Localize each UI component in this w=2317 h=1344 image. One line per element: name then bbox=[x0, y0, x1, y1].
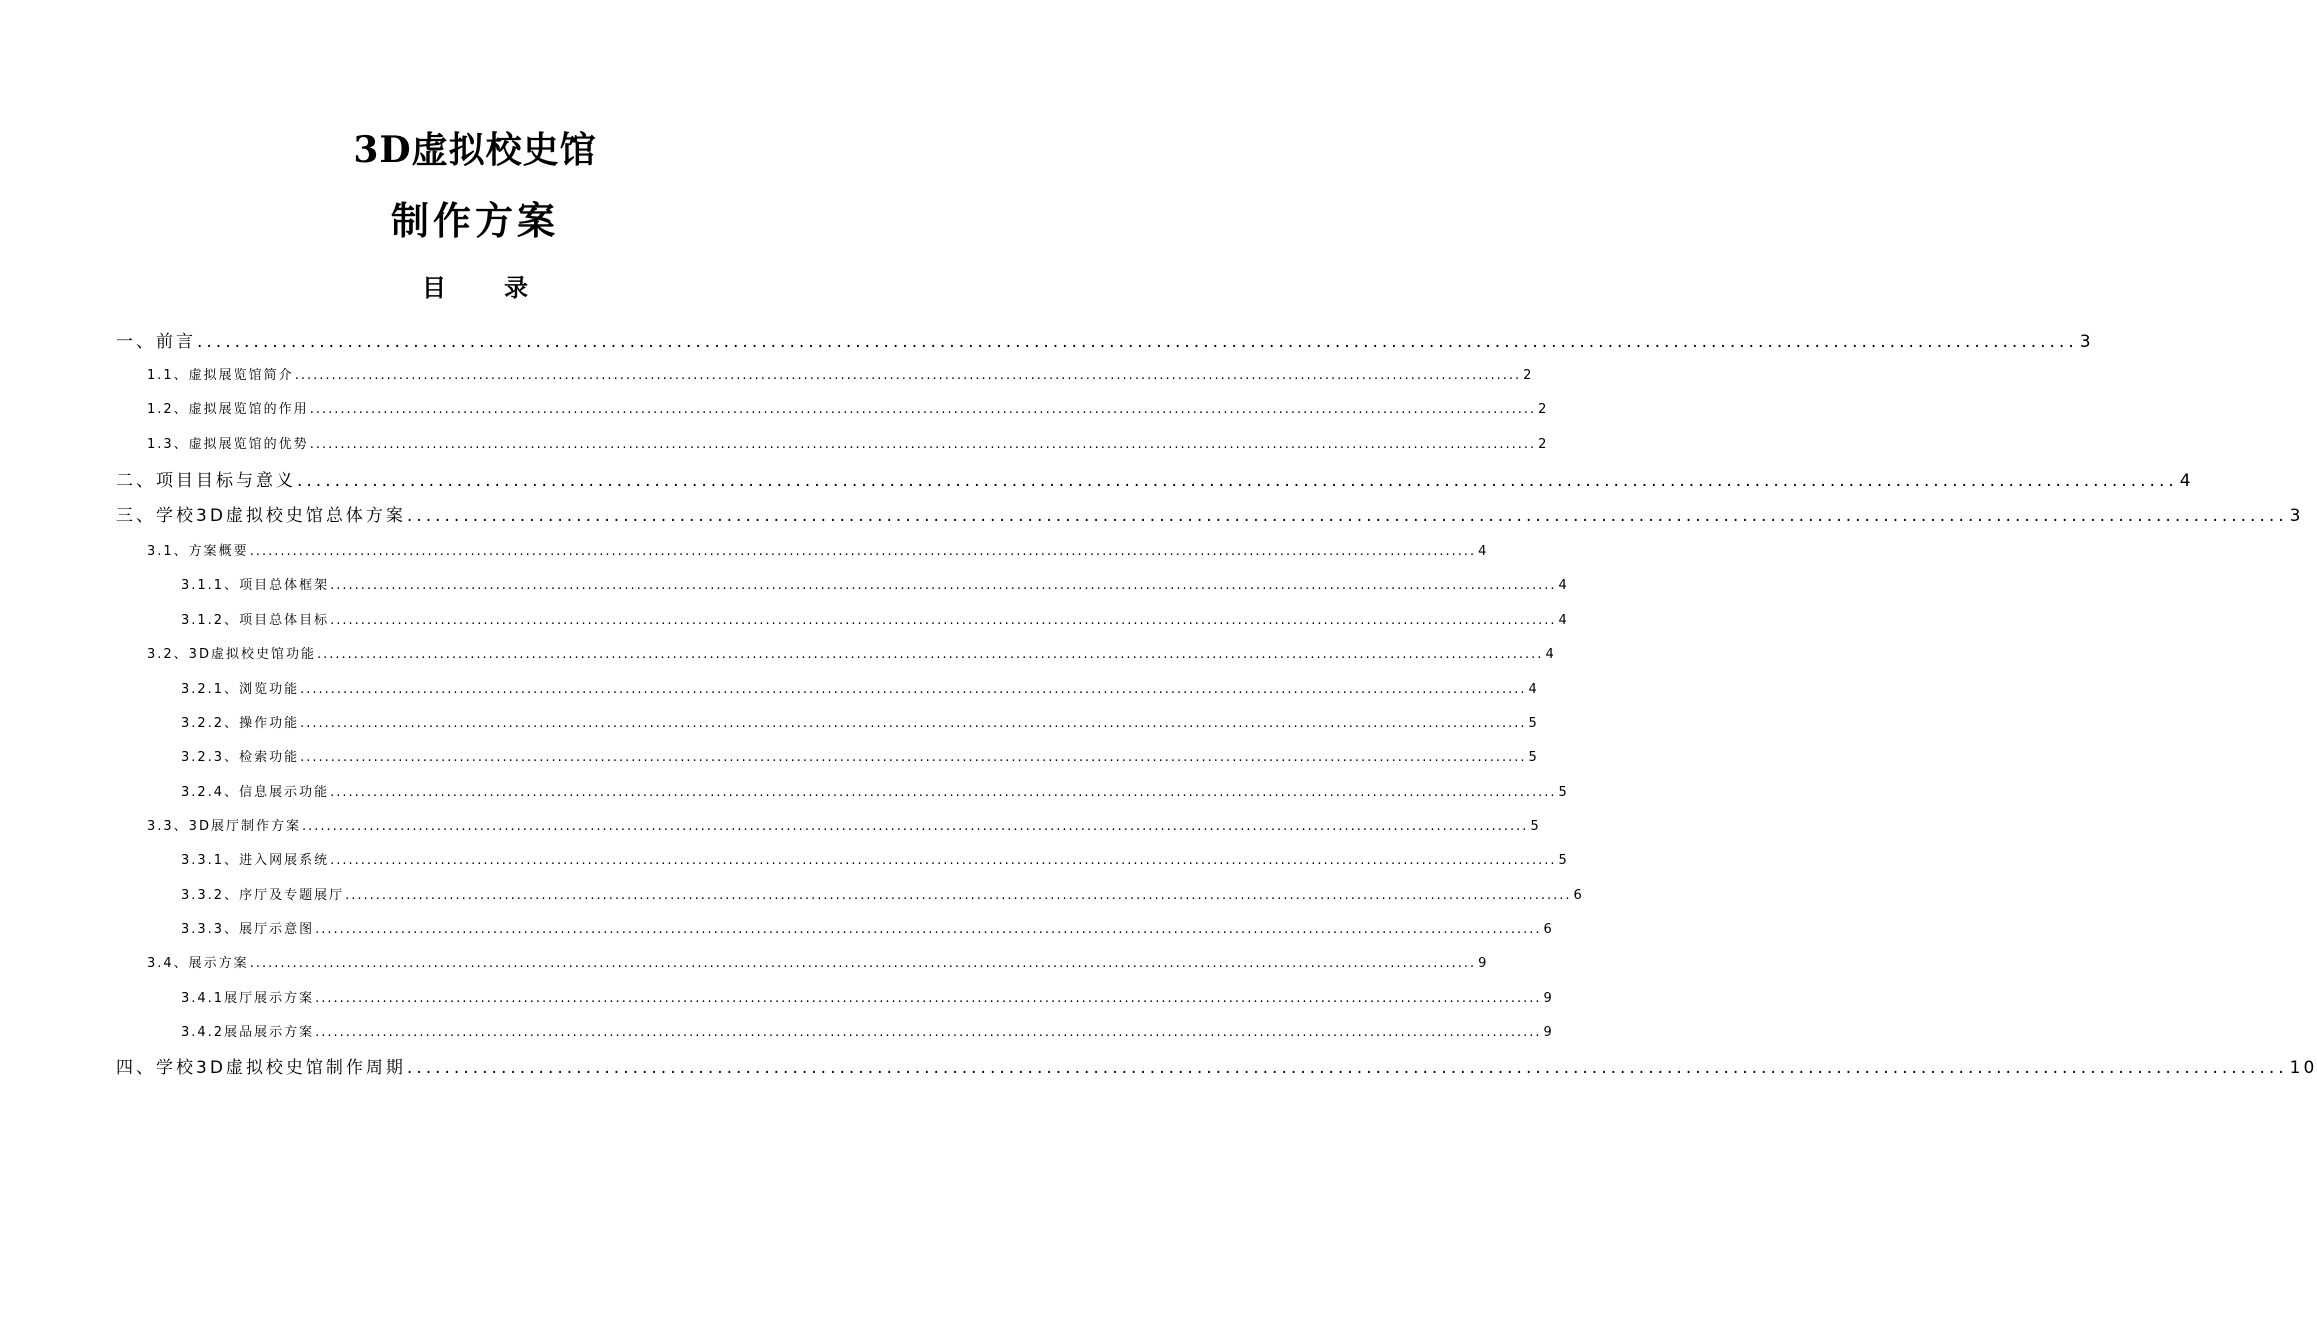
toc-entry-label: 3.3.1、进入网展系统 bbox=[181, 853, 330, 868]
toc-entry-page: 4 bbox=[1558, 613, 1569, 628]
toc-entry-label: 3.2.4、信息展示功能 bbox=[181, 785, 330, 800]
toc-entry-label: 1.3、虚拟展览馆的优势 bbox=[147, 437, 309, 452]
toc-dot-leader: ........................................................................................................................................................................................................ bbox=[297, 471, 2178, 491]
toc-entry-page: 5 bbox=[1558, 785, 1569, 800]
toc-dot-leader: ........................................................................................................................................................................................................ bbox=[309, 437, 1537, 452]
toc-entry-label: 3.4.2展品展示方案 bbox=[181, 1025, 315, 1040]
toc-dot-leader: ........................................................................................................................................................................................................ bbox=[301, 819, 1529, 834]
toc-dot-leader: ........................................................................................................................................................................................................ bbox=[330, 853, 1557, 868]
toc-entry[interactable] bbox=[181, 850, 1569, 872]
toc-entry[interactable] bbox=[181, 919, 1554, 941]
toc-entry-label: 3.2、3D虚拟校史馆功能 bbox=[147, 647, 316, 662]
toc-heading-char-1: 目 bbox=[422, 273, 446, 302]
toc-entry-page: 9 bbox=[1543, 1025, 1554, 1040]
toc-entry-label: 一、前言 bbox=[116, 332, 196, 352]
toc-entry[interactable] bbox=[147, 541, 1489, 563]
document-subtitle: 制作方案 bbox=[390, 198, 559, 243]
toc-entry[interactable] bbox=[147, 365, 1534, 387]
toc-heading-char-2: 录 bbox=[504, 273, 528, 302]
toc-entry-page: 2 bbox=[1538, 437, 1549, 452]
toc-entry[interactable] bbox=[147, 953, 1489, 975]
toc-entry-page: 9 bbox=[1478, 956, 1489, 971]
toc-entry[interactable] bbox=[147, 399, 1549, 421]
toc-entry-page: 3 bbox=[2289, 506, 2304, 526]
toc-entry[interactable] bbox=[181, 782, 1569, 804]
toc-dot-leader: ........................................................................................................................................................................................................ bbox=[197, 332, 2078, 352]
toc-entry-page: 10 bbox=[2289, 1058, 2317, 1078]
toc-entry[interactable] bbox=[181, 575, 1569, 597]
toc-dot-leader: ........................................................................................................................................................................................................ bbox=[406, 506, 2288, 526]
toc-entry-label: 3.1、方案概要 bbox=[147, 544, 249, 559]
toc-dot-leader: ........................................................................................................................................................................................................ bbox=[294, 368, 1522, 383]
toc-entry-page: 4 bbox=[2179, 471, 2194, 491]
toc-entry-page: 2 bbox=[1523, 368, 1534, 383]
toc-entry-page: 5 bbox=[1558, 853, 1569, 868]
toc-dot-leader: ........................................................................................................................................................................................................ bbox=[309, 402, 1537, 417]
toc-entry-page: 6 bbox=[1573, 888, 1584, 903]
toc-entry-label: 3.3.2、序厅及专题展厅 bbox=[181, 888, 345, 903]
toc-entry-page: 5 bbox=[1530, 819, 1541, 834]
toc-dot-leader: ........................................................................................................................................................................................................ bbox=[300, 750, 1527, 765]
toc-dot-leader: ........................................................................................................................................................................................................ bbox=[330, 578, 1557, 593]
toc-entry-label: 3.3.3、展厅示意图 bbox=[181, 922, 315, 937]
toc-entry[interactable] bbox=[147, 816, 1541, 838]
toc-entry[interactable] bbox=[181, 1022, 1554, 1044]
toc-entry[interactable] bbox=[181, 747, 1539, 769]
toc-dot-leader: ........................................................................................................................................................................................................ bbox=[315, 922, 1542, 937]
toc-entry[interactable] bbox=[116, 1055, 2317, 1081]
toc-entry-page: 4 bbox=[1528, 682, 1539, 697]
toc-entry[interactable] bbox=[116, 503, 2304, 529]
toc-dot-leader: ........................................................................................................................................................................................................ bbox=[345, 888, 1572, 903]
toc-entry-label: 3.2.1、浏览功能 bbox=[181, 682, 300, 697]
toc-entry-label: 3.4、展示方案 bbox=[147, 956, 249, 971]
toc-entry-label: 三、学校3D虚拟校史馆总体方案 bbox=[116, 506, 406, 526]
toc-dot-leader: ........................................................................................................................................................................................................ bbox=[249, 544, 1477, 559]
toc-entry-label: 3.1.2、项目总体目标 bbox=[181, 613, 330, 628]
toc-dot-leader: ........................................................................................................................................................................................................ bbox=[249, 956, 1477, 971]
toc-entry-page: 4 bbox=[1478, 544, 1489, 559]
toc-entry[interactable] bbox=[181, 885, 1584, 907]
toc-entry[interactable] bbox=[116, 468, 2194, 494]
toc-entry-page: 2 bbox=[1538, 402, 1549, 417]
toc-dot-leader: ........................................................................................................................................................................................................ bbox=[330, 785, 1557, 800]
toc-entry[interactable] bbox=[181, 713, 1539, 735]
toc-entry[interactable] bbox=[181, 988, 1554, 1010]
toc-entry-page: 4 bbox=[1558, 578, 1569, 593]
toc-entry-label: 1.2、虚拟展览馆的作用 bbox=[147, 402, 309, 417]
toc-entry-page: 5 bbox=[1528, 716, 1539, 731]
toc-entry[interactable] bbox=[147, 434, 1549, 456]
toc-entry-page: 5 bbox=[1528, 750, 1539, 765]
toc-entry-label: 四、学校3D虚拟校史馆制作周期 bbox=[116, 1058, 406, 1078]
toc-entry-label: 3.4.1展厅展示方案 bbox=[181, 991, 315, 1006]
toc-entry-label: 二、项目目标与意义 bbox=[116, 471, 296, 491]
toc-entry-page: 9 bbox=[1543, 991, 1554, 1006]
toc-entry-page: 4 bbox=[1545, 647, 1556, 662]
toc-dot-leader: ........................................................................................................................................................................................................ bbox=[406, 1058, 2288, 1078]
toc-entry[interactable] bbox=[181, 679, 1539, 701]
toc-entry-page: 3 bbox=[2079, 332, 2094, 352]
toc-dot-leader: ........................................................................................................................................................................................................ bbox=[315, 991, 1542, 1006]
toc-dot-leader: ........................................................................................................................................................................................................ bbox=[300, 716, 1527, 731]
toc-heading bbox=[0, 270, 950, 306]
toc-entry[interactable] bbox=[116, 329, 2094, 355]
toc-entry-label: 3.1.1、项目总体框架 bbox=[181, 578, 330, 593]
toc-dot-leader: ........................................................................................................................................................................................................ bbox=[300, 682, 1527, 697]
toc-entry-label: 1.1、虚拟展览馆简介 bbox=[147, 368, 294, 383]
toc-entry[interactable] bbox=[147, 644, 1556, 666]
toc-entry[interactable] bbox=[181, 610, 1569, 632]
toc-entry-page: 6 bbox=[1543, 922, 1554, 937]
toc-entry-label: 3.2.3、检索功能 bbox=[181, 750, 300, 765]
toc-entry-label: 3.3、3D展厅制作方案 bbox=[147, 819, 301, 834]
toc-entry-label: 3.2.2、操作功能 bbox=[181, 716, 300, 731]
toc-dot-leader: ........................................................................................................................................................................................................ bbox=[330, 613, 1557, 628]
toc-dot-leader: ........................................................................................................................................................................................................ bbox=[316, 647, 1544, 662]
toc-dot-leader: ........................................................................................................................................................................................................ bbox=[315, 1025, 1542, 1040]
document-title: 3D虚拟校史馆 bbox=[353, 129, 597, 171]
